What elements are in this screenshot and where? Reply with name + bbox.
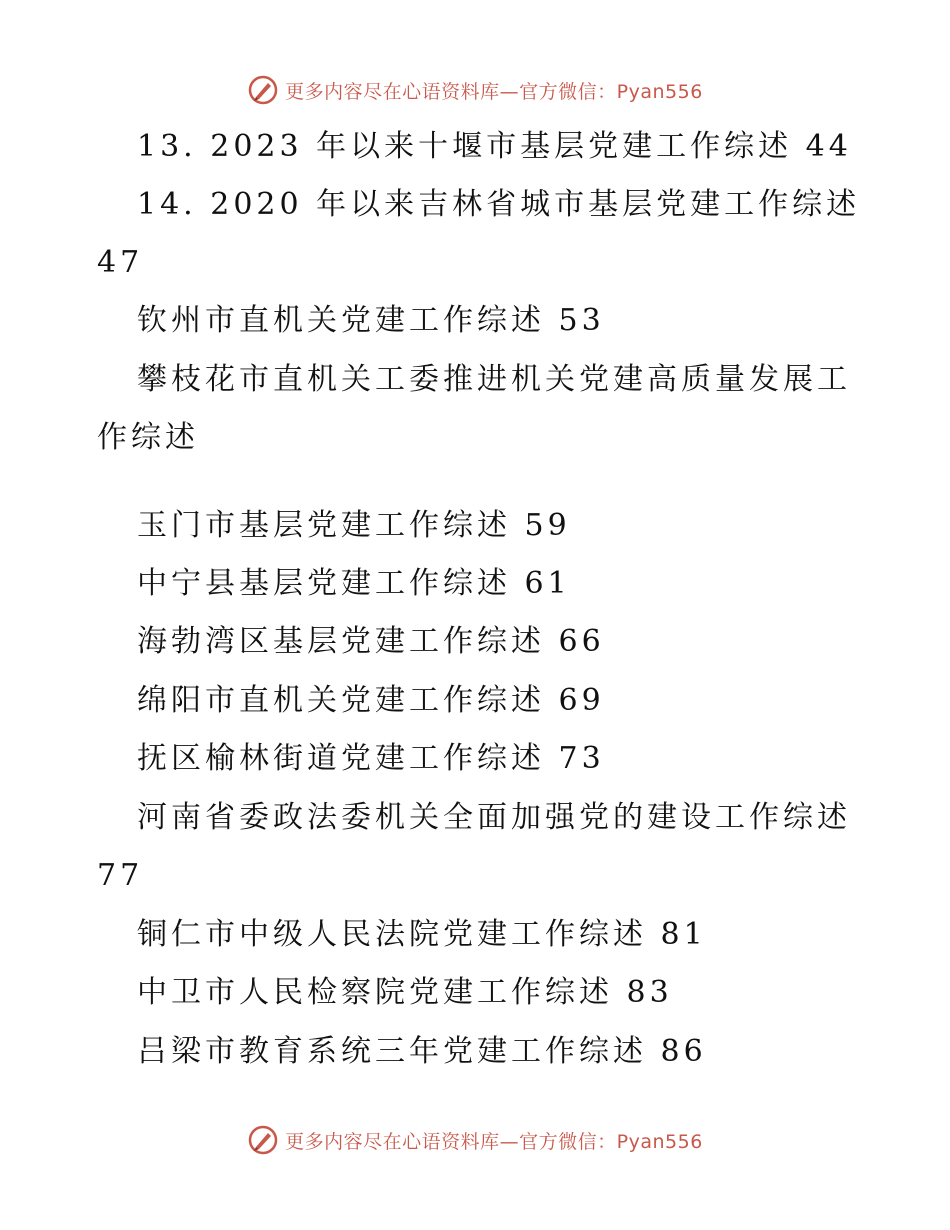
- toc-entry: 中卫市人民检察院党建工作综述 83: [137, 975, 673, 1010]
- toc-entry: 河南省委政法委机关全面加强党的建设工作综述: [137, 800, 851, 835]
- toc-entry: 海勃湾区基层党建工作综述 66: [137, 624, 605, 659]
- toc-entry: 13. 2023 年以来十堰市基层党建工作综述 44: [137, 129, 852, 164]
- watermark-text: 更多内容尽在心语资料库—官方微信：Pyan556: [285, 1130, 703, 1153]
- toc-entry: 玉门市基层党建工作综述 59: [137, 508, 571, 543]
- toc-entry: 吕梁市教育系统三年党建工作综述 86: [137, 1034, 707, 1069]
- toc-entry: 绵阳市直机关党建工作综述 69: [137, 683, 605, 718]
- toc-entry: 铜仁市中级人民法院党建工作综述 81: [137, 917, 707, 952]
- footer-watermark: [0, 1120, 950, 1160]
- toc-entry-continuation: 77: [97, 858, 144, 893]
- toc-entry: 中宁县基层党建工作综述 61: [137, 566, 571, 601]
- toc-entry-continuation: 作综述: [97, 420, 199, 455]
- toc-entry: 14. 2020 年以来吉林省城市基层党建工作综述: [137, 187, 861, 222]
- pen-logo-icon: [247, 1124, 279, 1156]
- toc-entry: 攀枝花市直机关工委推进机关党建高质量发展工: [137, 362, 851, 397]
- toc-entry: 钦州市直机关党建工作综述 53: [137, 303, 605, 338]
- watermark-text: 更多内容尽在心语资料库—官方微信：Pyan556: [285, 80, 703, 103]
- toc-entry: 抚区榆林街道党建工作综述 73: [137, 741, 605, 776]
- toc-entry-continuation: 47: [97, 245, 144, 280]
